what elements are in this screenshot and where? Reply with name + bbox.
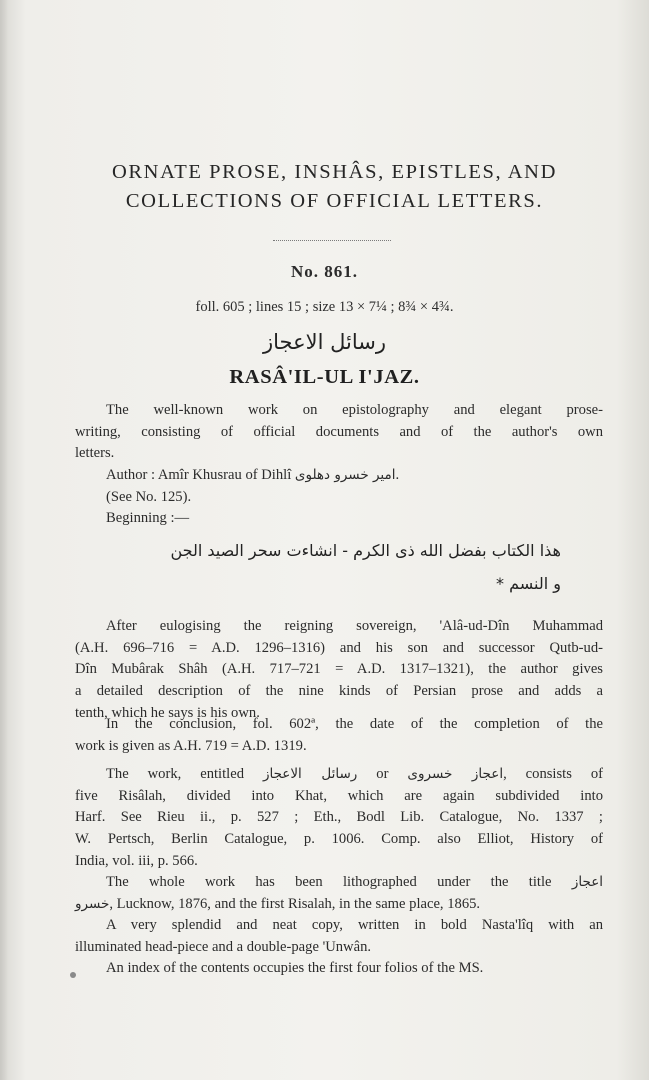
- entry-number: No. 861.: [290, 262, 359, 281]
- para4-arabic-2: خسرو: [75, 895, 110, 912]
- para4-text-b: , Lucknow, 1876, and the first Risalah, in the same place, 1865.: [109, 895, 481, 912]
- para3-line-5: India, vol. iii, p. 566.: [75, 852, 198, 869]
- para5-line-1: A very splendid and neat copy, written in bold Nasta'lîq with an: [106, 917, 603, 933]
- para3-arabic-1: رسائل الاعجاز: [262, 766, 358, 782]
- para4-arabic-1: اعجاز: [571, 874, 603, 890]
- intro-line-1: The well-known work on epistolography and elegant prose-: [106, 402, 603, 418]
- paragraph-conclusion: [75, 714, 603, 757]
- paragraph-lithograph: [75, 872, 603, 915]
- beginning-label: Beginning :—: [106, 510, 190, 527]
- intro-line-3: letters.: [75, 445, 115, 462]
- page-fold-shadow: [0, 0, 8, 1080]
- author-label: Author : Amîr Khusrau of Dihlî: [106, 467, 292, 484]
- heading-line-1: ORNATE PROSE, INSHÂS, EPISTLES, AND: [112, 161, 557, 183]
- paragraph-structure: [75, 764, 603, 872]
- author-arabic: امیر خسرو دهلوی: [294, 467, 396, 484]
- author-suffix: .: [395, 467, 400, 484]
- para3-text-b: or: [376, 766, 389, 782]
- ink-speck: [70, 972, 76, 978]
- para6-line-1: An index of the contents occupies the first four folios of the MS.: [106, 960, 484, 976]
- para3-arabic-2: اعجاز خسروی: [407, 766, 504, 782]
- arabic-title: رسائل الاعجاز: [263, 330, 386, 354]
- para1-line-2: (A.H. 696–716 = A.D. 1296–1316) and his son and successor Qutb-ud-: [75, 639, 603, 656]
- intro-line-2: writing, consisting of official documents and of the author's own: [75, 423, 603, 440]
- section-heading: [40, 158, 629, 216]
- dotted-divider: [273, 240, 391, 241]
- para4-line-2: [75, 894, 603, 916]
- para3-text-c: , consists of: [503, 766, 603, 782]
- para3-line-3: Harf. See Rieu ii., p. 527 ; Eth., Bodl Lib. Catalogue, No. 1337 ;: [75, 809, 603, 826]
- paragraph-index: [75, 958, 603, 980]
- folio-description: foll. 605 ; lines 15 ; size 13 × 7¼ ; 8¾ × 4¾.: [195, 299, 454, 315]
- para3-text-a: The work, entitled: [106, 766, 244, 782]
- para1-line-5: tenth, which he says is his own.: [75, 704, 260, 721]
- para2-line-2: work is given as A.H. 719 = A.D. 1319.: [75, 737, 307, 754]
- intro-paragraph: [75, 400, 603, 530]
- para1-line-1: After eulogising the reigning sovereign, 'Alâ-ud-Dîn Muhammad: [106, 618, 603, 634]
- para4-text-a: The whole work has been lithographed under the title: [106, 874, 552, 890]
- work-title: RASÂ'IL-UL I'JAZ.: [229, 366, 420, 388]
- para3-line-1: [75, 764, 603, 786]
- para5-line-2: illuminated head-piece and a double-page 'Unwân.: [75, 938, 372, 955]
- author-line: [75, 465, 603, 487]
- paragraph-eulogy: [75, 616, 603, 724]
- para3-line-2: five Risâlah, divided into Khat, which are again subdivided into: [75, 787, 603, 804]
- para2-line-1: In the conclusion, fol. 602ª, the date of the completion of the: [106, 716, 603, 732]
- para1-line-3: Dîn Mubârak Shâh (A.H. 717–721 = A.D. 1317–1321), the author gives: [75, 661, 603, 678]
- para3-line-4: W. Pertsch, Berlin Catalogue, p. 1006. Comp. also Elliot, History of: [75, 831, 603, 848]
- para1-line-4: a detailed description of the nine kinds of Persian prose and adds a: [75, 683, 603, 700]
- see-reference: (See No. 125).: [106, 488, 192, 505]
- beginning-arabic-line-1: هذا الكتاب بفضل الله ذی الكرم - انشاءت سحر الصید الجن: [170, 541, 561, 560]
- paragraph-copy-description: [75, 915, 603, 958]
- heading-line-2: COLLECTIONS OF OFFICIAL LETTERS.: [125, 190, 544, 212]
- para4-line-1: [75, 872, 603, 894]
- beginning-arabic-line-2: و النسم *: [496, 574, 561, 593]
